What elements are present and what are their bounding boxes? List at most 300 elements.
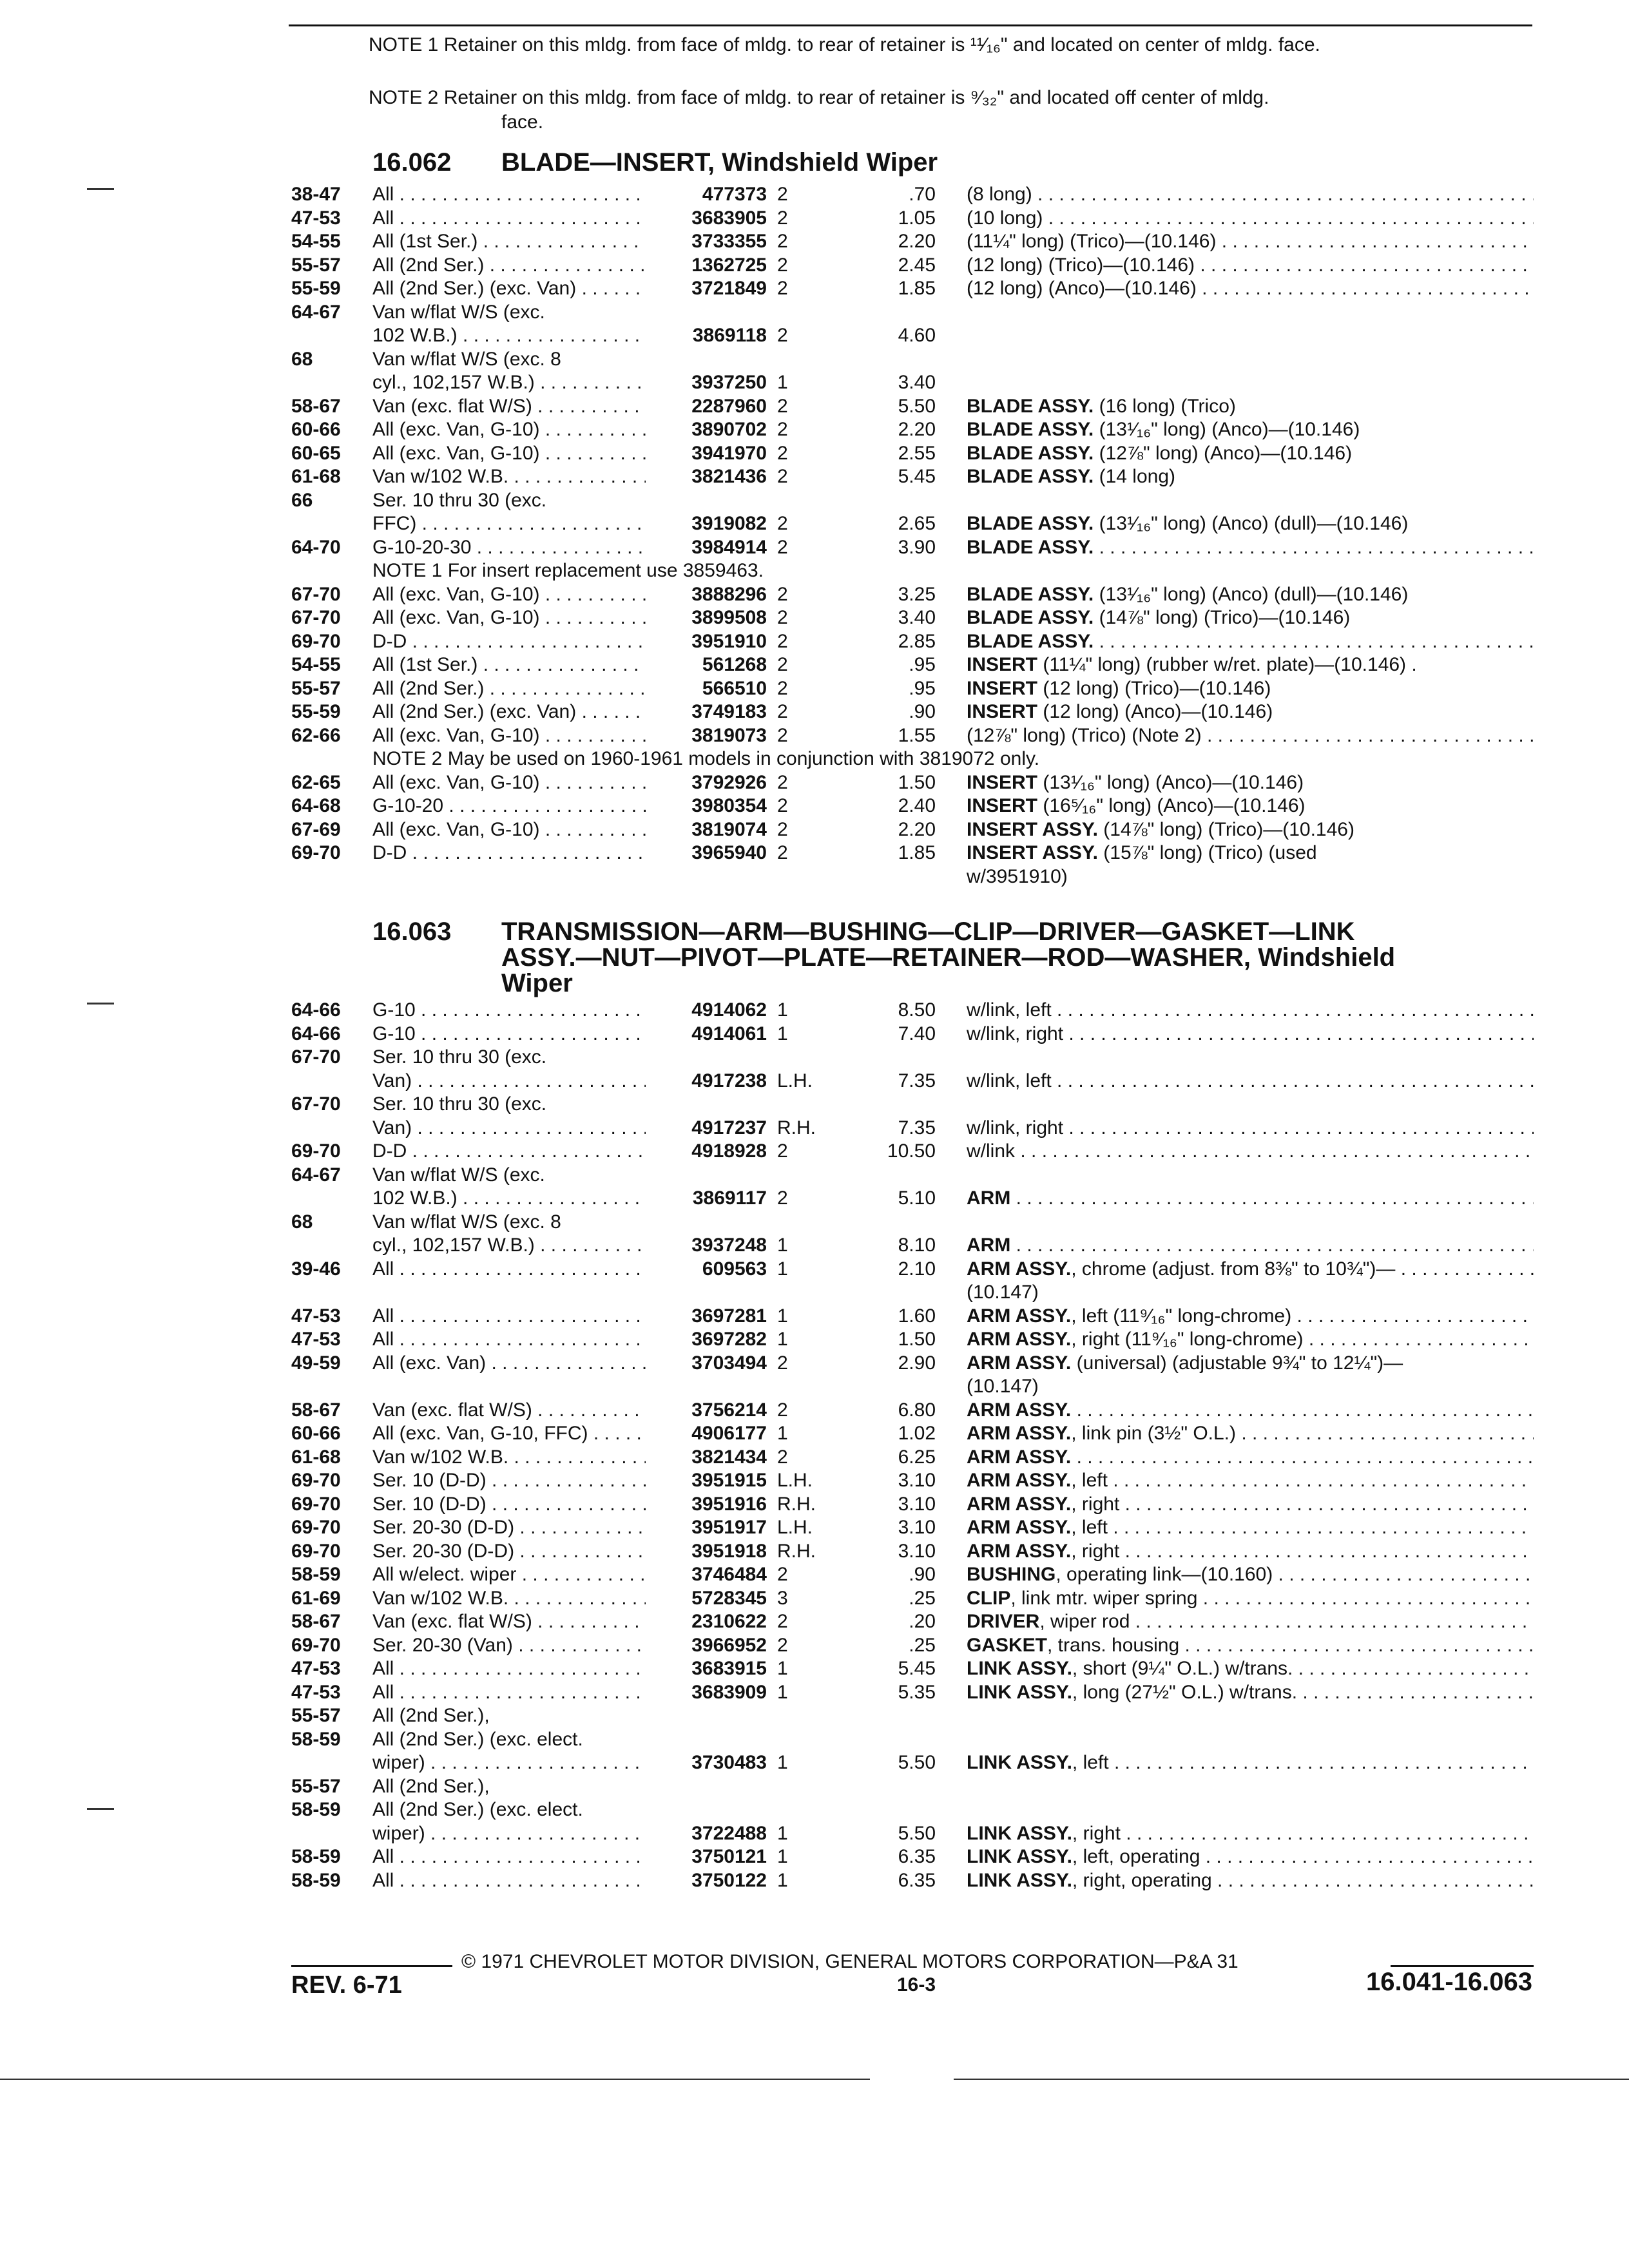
table-row: [0, 230, 1629, 254]
table-row: [0, 1281, 1629, 1305]
table-row: [0, 1023, 1629, 1046]
table-row: [0, 371, 1629, 395]
part-detail: (12 long) (Anco)—(10.146): [1037, 701, 1273, 722]
model-description: 102 W.B.) . . .: [372, 324, 646, 348]
model-years: 55-59: [291, 701, 341, 722]
model-description: All (exc. Van, G-10) . . .: [372, 724, 646, 748]
price: 6.80: [898, 1399, 936, 1421]
part-description: [967, 583, 1534, 607]
part-number: 3965940: [691, 842, 767, 863]
part-number: 4917237: [691, 1117, 767, 1139]
model-years: 64-67: [291, 1164, 341, 1186]
part-description: [967, 841, 1534, 865]
table-row: [0, 1093, 1629, 1117]
quantity: 2: [777, 842, 788, 863]
model-years: 47-53: [291, 1329, 341, 1350]
quantity: 2: [777, 724, 788, 746]
quantity: 1: [777, 1752, 788, 1773]
model-years: 58-67: [291, 395, 341, 417]
quantity: 2: [777, 1399, 788, 1421]
part-number: 3697282: [691, 1329, 767, 1350]
table-row: [0, 1845, 1629, 1869]
model-years: 61-69: [291, 1587, 341, 1609]
table-row: [0, 348, 1629, 372]
price: 8.10: [898, 1235, 936, 1256]
part-description: [967, 677, 1534, 701]
part-description: [967, 1258, 1534, 1282]
part-description: [967, 1751, 1534, 1775]
part-number: 2310622: [691, 1611, 767, 1632]
model-description: Van w/flat W/S (exc. 8: [372, 1211, 561, 1233]
model-description: All (2nd Ser.) (exc. elect.: [372, 1728, 583, 1750]
note-1: NOTE 1 Retainer on this mldg. from face of mldg. to rear of retainer is ¹¹⁄₁₆" and located on center of mldg. face.: [369, 34, 1320, 55]
model-description: All . . .: [372, 1869, 646, 1893]
part-number: 566510: [702, 677, 767, 699]
part-description: [967, 1681, 1534, 1705]
model-description: All (2nd Ser.),: [372, 1775, 490, 1797]
price: 1.50: [898, 771, 936, 793]
inline-note: NOTE 2 May be used on 1960-1961 models in conjunction with 3819072 only.: [372, 748, 1040, 769]
price: 1.60: [898, 1305, 936, 1327]
table-row: [0, 183, 1629, 207]
model-years: 66: [291, 489, 313, 511]
price: .25: [909, 1587, 936, 1609]
table-row: [0, 1869, 1629, 1893]
model-description: D-D . . .: [372, 630, 646, 654]
part-number: 3937248: [691, 1235, 767, 1256]
price: 5.10: [898, 1187, 936, 1209]
part-detail: , right: [1071, 1493, 1120, 1515]
part-number: 4914062: [691, 999, 767, 1021]
model-description: Ser. 10 (D-D) . . .: [372, 1493, 646, 1517]
part-description: [967, 207, 1534, 231]
part-name: ARM ASSY.: [967, 1329, 1072, 1350]
model-years: 67-70: [291, 1046, 341, 1068]
part-detail: w/link, right: [967, 1023, 1064, 1044]
quantity: 1: [777, 1235, 788, 1256]
table-row: [0, 512, 1629, 536]
part-detail: (16 long) (Trico): [1094, 395, 1236, 417]
part-description: [967, 794, 1534, 818]
price: .95: [909, 677, 936, 699]
part-description: [967, 653, 1534, 677]
model-years: 58-59: [291, 1728, 341, 1750]
quantity: L.H.: [777, 1517, 813, 1538]
part-detail: (12 long) (Trico)—(10.146): [967, 254, 1195, 276]
part-name: ARM ASSY.: [967, 1446, 1072, 1468]
quantity: 3: [777, 1587, 788, 1609]
parts-table-16062: [0, 183, 1629, 889]
binder-mark: [87, 1808, 114, 1810]
part-description: [967, 1587, 1534, 1611]
model-description: Ser. 20-30 (D-D) . . .: [372, 1540, 646, 1564]
model-years: 62-65: [291, 771, 341, 793]
part-detail: , left: [1071, 1470, 1108, 1491]
part-description: [967, 818, 1534, 842]
table-row: [0, 395, 1629, 419]
model-years: 64-67: [291, 301, 341, 323]
part-description: [967, 1352, 1534, 1376]
part-description: [967, 1845, 1534, 1869]
part-number: 3683909: [691, 1681, 767, 1703]
part-number: 3733355: [691, 231, 767, 252]
model-description: Van) . . .: [372, 1117, 646, 1140]
model-description: Van w/102 W.B. . . .: [372, 465, 646, 489]
quantity: 1: [777, 1846, 788, 1867]
part-name: ARM ASSY.: [967, 1517, 1072, 1538]
quantity: 2: [777, 536, 788, 558]
price: 6.35: [898, 1846, 936, 1867]
model-description: cyl., 102,157 W.B.) . . .: [372, 1234, 646, 1258]
table-row: [0, 1328, 1629, 1352]
quantity: 1: [777, 1658, 788, 1679]
part-detail: (10.147): [967, 1376, 1039, 1397]
part-detail: w/3951910): [967, 865, 1068, 887]
model-years: 47-53: [291, 1658, 341, 1679]
part-number: 3749183: [691, 701, 767, 722]
table-row: [0, 865, 1629, 889]
part-number: 5728345: [691, 1587, 767, 1609]
model-description: All . . .: [372, 1681, 646, 1705]
part-description: [967, 418, 1534, 442]
part-description: [967, 1634, 1534, 1658]
quantity: 1: [777, 1329, 788, 1350]
table-row: [0, 1375, 1629, 1399]
part-name: LINK ASSY.: [967, 1752, 1072, 1773]
part-number: 3746484: [691, 1564, 767, 1585]
part-number: 3819073: [691, 724, 767, 746]
quantity: 2: [777, 677, 788, 699]
quantity: 1: [777, 1681, 788, 1703]
price: 5.50: [898, 395, 936, 417]
model-description: wiper) . . .: [372, 1751, 646, 1775]
model-description: All (2nd Ser.),: [372, 1705, 490, 1726]
model-description: All (2nd Ser.) (exc. Van) . . .: [372, 277, 646, 301]
model-years: 67-70: [291, 1093, 341, 1115]
price: 8.50: [898, 999, 936, 1021]
model-description: Ser. 20-30 (D-D) . . .: [372, 1516, 646, 1540]
section-title: [501, 919, 1395, 996]
part-detail: , right, operating: [1072, 1869, 1212, 1891]
part-detail: , left: [1072, 1752, 1109, 1773]
part-description: [967, 1446, 1534, 1470]
model-description: Van (exc. flat W/S) . . .: [372, 395, 646, 419]
price: .25: [909, 1634, 936, 1656]
part-number: 3888296: [691, 583, 767, 605]
part-description: [967, 395, 1534, 419]
table-row: [0, 630, 1629, 654]
part-name: ARM: [967, 1187, 1011, 1209]
table-row: [0, 465, 1629, 489]
part-description: [967, 1516, 1534, 1540]
price: .90: [909, 701, 936, 722]
parts-table-16063: [0, 999, 1629, 1892]
price: 2.20: [898, 419, 936, 440]
model-description: All (2nd Ser.) (exc. elect.: [372, 1799, 583, 1820]
model-description: All (exc. Van, G-10) . . .: [372, 606, 646, 630]
part-detail: (13¹⁄₁₆" long) (Anco)—(10.146): [1037, 771, 1304, 793]
part-description: [967, 1187, 1534, 1211]
part-name: ARM ASSY.: [967, 1470, 1072, 1491]
price: 2.20: [898, 818, 936, 840]
quantity: 2: [777, 795, 788, 816]
model-years: 60-65: [291, 442, 341, 464]
quantity: 2: [777, 1187, 788, 1209]
part-description: [967, 1869, 1534, 1893]
table-row: [0, 536, 1629, 560]
price: 5.35: [898, 1681, 936, 1703]
part-name: BLADE ASSY.: [967, 442, 1094, 464]
part-name: INSERT ASSY.: [967, 842, 1098, 863]
table-row: [0, 1399, 1629, 1423]
part-name: BLADE ASSY.: [967, 536, 1094, 558]
model-years: 58-67: [291, 1399, 341, 1421]
model-description: 102 W.B.) . . .: [372, 1187, 646, 1211]
part-name: ARM ASSY.: [967, 1423, 1072, 1444]
model-years: 39-46: [291, 1258, 341, 1280]
quantity: 2: [777, 1634, 788, 1656]
part-name: ARM ASSY.: [967, 1305, 1072, 1327]
price: .90: [909, 1564, 936, 1585]
part-detail: , right: [1071, 1540, 1120, 1562]
quantity: 1: [777, 1822, 788, 1844]
model-description: All (exc. Van) . . .: [372, 1352, 646, 1376]
quantity: 2: [777, 325, 788, 346]
price: .70: [909, 184, 936, 205]
model-description: All w/elect. wiper . . .: [372, 1563, 646, 1587]
model-years: 62-66: [291, 724, 341, 746]
quantity: 2: [777, 654, 788, 675]
model-years: 69-70: [291, 1634, 341, 1656]
part-detail: (11¼" long) (rubber w/ret. plate)—(10.146) .: [1037, 654, 1417, 675]
part-detail: w/link, left: [967, 1070, 1052, 1091]
part-detail: (10 long): [967, 207, 1043, 229]
part-description: [967, 1070, 1534, 1093]
price: 2.45: [898, 254, 936, 276]
price: 3.40: [898, 607, 936, 628]
inline-note: NOTE 1 For insert replacement use 3859463.: [372, 560, 764, 581]
part-number: 1362725: [691, 254, 767, 276]
model-years: 47-53: [291, 1305, 341, 1327]
part-name: BLADE ASSY.: [967, 466, 1094, 487]
quantity: 2: [777, 1352, 788, 1374]
part-description: [967, 999, 1534, 1023]
quantity: 2: [777, 231, 788, 252]
table-row: [0, 1305, 1629, 1329]
part-description: [967, 1610, 1534, 1634]
model-description: All (exc. Van, G-10) . . .: [372, 771, 646, 795]
model-description: All (2nd Ser.) . . .: [372, 254, 646, 278]
price: 2.20: [898, 231, 936, 252]
quantity: 2: [777, 254, 788, 276]
table-row: [0, 724, 1629, 748]
part-description: [967, 1305, 1534, 1329]
model-years: 47-53: [291, 207, 341, 229]
part-number: 3792926: [691, 771, 767, 793]
price: 5.50: [898, 1822, 936, 1844]
revision-label: REV. 6-71: [291, 1972, 402, 1999]
table-row: [0, 418, 1629, 442]
table-row: [0, 1446, 1629, 1470]
table-row: [0, 1258, 1629, 1282]
model-description: cyl., 102,157 W.B.) . . .: [372, 371, 646, 395]
part-description: [967, 1023, 1534, 1046]
quantity: 2: [777, 607, 788, 628]
model-description: All (2nd Ser.) . . .: [372, 677, 646, 701]
part-name: DRIVER: [967, 1611, 1040, 1632]
part-detail: (16⁵⁄₁₆" long) (Anco)—(10.146): [1037, 795, 1306, 816]
model-description: Ser. 10 (D-D) . . .: [372, 1469, 646, 1493]
model-description: All . . .: [372, 207, 646, 231]
part-detail: (11¼" long) (Trico)—(10.146): [967, 231, 1217, 252]
price: 2.85: [898, 630, 936, 652]
table-row: [0, 606, 1629, 630]
table-row: [0, 277, 1629, 301]
model-years: 61-68: [291, 1446, 341, 1468]
copyright-line: © 1971 CHEVROLET MOTOR DIVISION, GENERAL MOTORS CORPORATION—P&A 31: [461, 1951, 1239, 1972]
part-number: 3919082: [691, 513, 767, 534]
model-years: 55-57: [291, 254, 341, 276]
quantity: R.H.: [777, 1493, 816, 1515]
table-row: [0, 818, 1629, 842]
part-name: INSERT ASSY.: [967, 818, 1098, 840]
table-row: [0, 1822, 1629, 1846]
table-row: [0, 1775, 1629, 1799]
model-description: All (exc. Van, G-10) . . .: [372, 818, 646, 842]
part-description: [967, 465, 1534, 489]
part-detail: , short (9¼" O.L.) w/trans.: [1072, 1658, 1293, 1679]
part-number: 3869118: [692, 325, 767, 346]
part-name: INSERT: [967, 701, 1038, 722]
part-description: [967, 700, 1534, 724]
part-number: 3899508: [691, 607, 767, 628]
section-title-line: Wiper: [501, 969, 573, 997]
quantity: 2: [777, 1611, 788, 1632]
part-name: ARM ASSY.: [967, 1258, 1072, 1280]
part-number: 3683915: [691, 1658, 767, 1679]
quantity: 2: [777, 1564, 788, 1585]
table-row: [0, 559, 1629, 583]
model-years: 64-66: [291, 1023, 341, 1044]
footer-rule-right: [1391, 1965, 1534, 1967]
model-years: 67-70: [291, 583, 341, 605]
part-detail: (12 long) (Anco)—(10.146): [967, 278, 1197, 299]
table-row: [0, 324, 1629, 348]
part-detail: , long (27½" O.L.) w/trans.: [1072, 1681, 1298, 1703]
price: 5.45: [898, 466, 936, 487]
model-description: G-10-20-30 . . .: [372, 536, 646, 560]
part-description: [967, 183, 1534, 207]
table-row: [0, 1798, 1629, 1822]
part-number: 3951910: [691, 630, 767, 652]
part-number: 3750121: [691, 1846, 767, 1867]
quantity: R.H.: [777, 1540, 816, 1562]
part-description: [967, 1493, 1534, 1517]
part-number: 4917238: [691, 1070, 767, 1091]
part-name: LINK ASSY.: [967, 1822, 1072, 1844]
table-row: [0, 1540, 1629, 1564]
part-number: 3756214: [691, 1399, 767, 1421]
section-number: 16.062: [372, 148, 452, 177]
part-number: 3980354: [691, 795, 767, 816]
part-description: [967, 1657, 1534, 1681]
part-number: 3683905: [691, 207, 767, 229]
part-detail: (13¹⁄₁₆" long) (Anco)—(10.146): [1094, 419, 1360, 440]
part-description: [967, 1540, 1534, 1564]
part-name: BLADE ASSY.: [967, 419, 1094, 440]
part-description: [967, 1140, 1534, 1164]
price: 3.10: [898, 1470, 936, 1491]
model-description: All . . .: [372, 1258, 646, 1282]
part-name: BLADE ASSY.: [967, 607, 1094, 628]
price: .20: [909, 1611, 936, 1632]
part-name: ARM ASSY.: [967, 1540, 1072, 1562]
binder-mark: [87, 188, 114, 190]
part-name: LINK ASSY.: [967, 1846, 1072, 1867]
table-row: [0, 999, 1629, 1023]
part-number: 3951916: [691, 1493, 767, 1515]
table-row: [0, 841, 1629, 865]
part-number: 3941970: [691, 442, 767, 464]
table-row: [0, 1070, 1629, 1093]
part-detail: (universal) (adjustable 9¾" to 12¼")—: [1071, 1352, 1403, 1374]
quantity: 1: [777, 999, 788, 1021]
part-name: CLIP: [967, 1587, 1011, 1609]
part-description: [967, 724, 1534, 748]
price: 1.05: [898, 207, 936, 229]
part-detail: , right: [1072, 1822, 1121, 1844]
table-row: [0, 1140, 1629, 1164]
model-description: Van (exc. flat W/S) . . .: [372, 1399, 646, 1423]
model-description: All . . .: [372, 1845, 646, 1869]
table-row: [0, 1352, 1629, 1376]
part-detail: (12 long) (Trico)—(10.146): [1037, 677, 1271, 699]
model-years: 69-70: [291, 1517, 341, 1538]
price: 7.35: [898, 1070, 936, 1091]
table-row: [0, 1469, 1629, 1493]
part-detail: , link mtr. wiper spring: [1010, 1587, 1198, 1609]
part-number: 3722488: [691, 1822, 767, 1844]
model-description: wiper) . . .: [372, 1822, 646, 1846]
price: 5.50: [898, 1752, 936, 1773]
part-description: [967, 1422, 1534, 1446]
quantity: R.H.: [777, 1117, 816, 1139]
model-description: D-D . . .: [372, 1140, 646, 1164]
part-detail: (12⅞" long) (Trico) (Note 2): [967, 724, 1202, 746]
model-description: All (exc. Van, G-10) . . .: [372, 583, 646, 607]
model-description: All (1st Ser.) . . .: [372, 230, 646, 254]
table-row: [0, 700, 1629, 724]
part-detail: (12⅞" long) (Anco)—(10.146): [1094, 442, 1353, 464]
part-description: [967, 254, 1534, 278]
table-row: [0, 1187, 1629, 1211]
model-years: 67-69: [291, 818, 341, 840]
part-description: [967, 230, 1534, 254]
part-detail: , link pin (3½" O.L.): [1071, 1423, 1236, 1444]
model-years: 58-59: [291, 1799, 341, 1820]
model-years: 55-57: [291, 1775, 341, 1797]
price: 7.35: [898, 1117, 936, 1139]
part-detail: (15⅞" long) (Trico) (used: [1097, 842, 1317, 863]
table-row: [0, 794, 1629, 818]
price: .95: [909, 654, 936, 675]
model-years: 38-47: [291, 184, 341, 205]
part-name: LINK ASSY.: [967, 1658, 1072, 1679]
part-number: 3951915: [691, 1470, 767, 1491]
table-row: [0, 1634, 1629, 1658]
part-number: 3951917: [691, 1517, 767, 1538]
quantity: 2: [777, 630, 788, 652]
